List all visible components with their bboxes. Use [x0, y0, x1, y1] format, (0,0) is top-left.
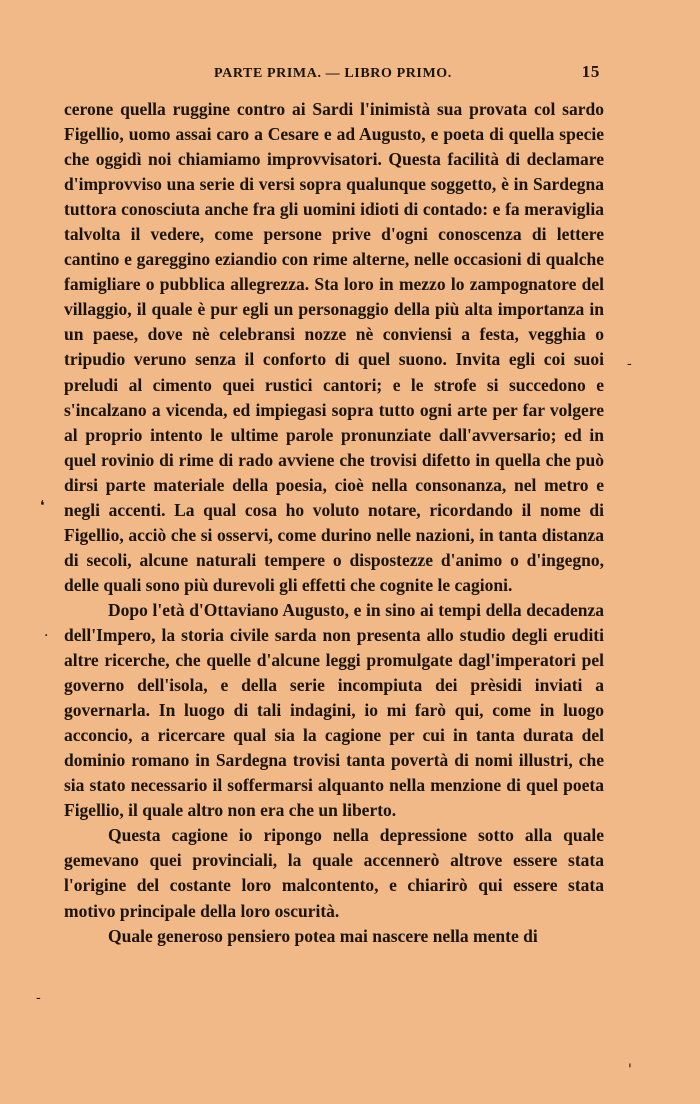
page-header — [60, 62, 600, 86]
margin-ink-speck: - — [627, 356, 632, 372]
body-text — [64, 97, 604, 949]
paragraph: Questa cagione io ripongo nella depressione sotto alla quale gemevano quei provinciali, la quale accennerò altrove essere stata l'origine del costante loro malcontento, e chiarirò qui essere stata motivo principale della loro oscurità. — [64, 825, 604, 921]
running-title: PARTE PRIMA. — LIBRO PRIMO. — [214, 66, 452, 81]
margin-ink-speck: ❛ — [40, 498, 45, 514]
paragraph: Quale generoso pensiero potea mai nascere nella mente di — [108, 925, 538, 946]
margin-ink-speck: · — [44, 628, 49, 644]
page-number: 15 — [581, 62, 600, 81]
margin-ink-speck: ' — [628, 1062, 632, 1078]
paragraph: cerone quella ruggine contro ai Sardi l'inimistà sua provata col sardo Figellio, uomo assai caro a Cesare e ad Augusto, e poeta di quella specie che oggidì noi chiamiamo improvvisatori. Questa facilità di declamare d'improvviso una serie di versi sopra qualunque soggetto, è in Sardegna tuttora conosciuta anche fra gli uomini idioti di contado: e fa meraviglia talvolta il vedere, come persone prive d'ogni conoscenza di lettere cantino e gareggino eziandio con rime alterne, nelle occasioni di qualche famigliare o pubblica allegrezza. Sta loro in mezzo lo zampognatore del villaggio, il quale è pur egli un personaggio della più alta importanza in un paese, dove nè celebransi nozze nè conviensi a festa, vegghia o tripudio veruno senza il conforto di quel suono. Invita egli coi suoi preludi al cimento quei rustici cantori; e le strofe si succedono e s'incalzano a vicenda, ed impiegasi sopra tutto ogni arte per far volgere al proprio intento le ultime parole pronunziate dall'avversario; ed in quel rovinio di rime di rado avviene che trovisi difetto in quella che può dirsi parte materiale della poesia, cioè nella consonanza, nel metro e negli accenti. La qual cosa ho voluto notare, ricordando il nome di Figellio, acciò che si osservi, come durino nelle nazioni, in tanta distanza di secoli, alcune naturali tempere o dispostezze d'animo o d'ingegno, delle quali sono più durevoli gli effetti che cognite le cagioni. — [64, 99, 604, 595]
paragraph: Dopo l'età d'Ottaviano Augusto, e in sino ai tempi della decadenza dell'Impero, la storia civile sarda non presenta allo studio degli eruditi altre ricerche, che quelle d'alcune leggi promulgate dagl'imperatori pel governo dell'isola, e della serie incompiuta dei prèsidi inviati a governarla. In luogo di tali indagini, io mi farò qui, come in luogo acconcio, a ricercare qual sia la cagione per cui in tanta durata del dominio romano in Sardegna trovisi tanta povertà di nomi illustri, che sia stato necessario il soffermarsi alquanto nella menzione di quel poeta Figellio, il quale altro non era che un liberto. — [64, 599, 604, 821]
margin-ink-speck: - — [36, 990, 41, 1006]
